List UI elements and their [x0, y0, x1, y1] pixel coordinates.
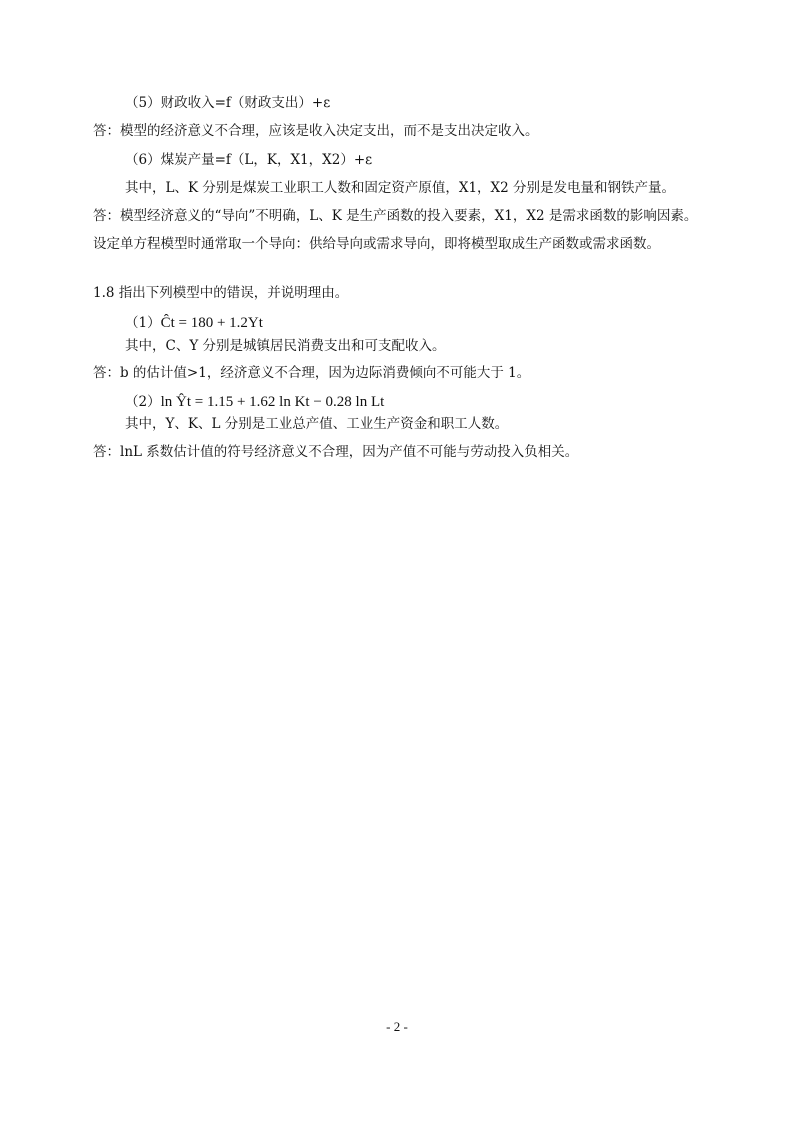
answer-model-2: 答：lnL 系数估计值的符号经济意义不合理，因为产值不可能与劳动投入负相关。 — [93, 444, 579, 460]
model-1-line — [125, 314, 263, 332]
model-2-explanation: 其中，Y、K、L 分别是工业总产值、工业生产资金和职工人数。 — [125, 416, 509, 432]
section-1-8-heading: 1.8 指出下列模型中的错误，并说明理由。 — [93, 285, 349, 301]
model-2-equation: ln Ŷt = 1.15 + 1.62 ln Kt − 0.28 ln Lt — [160, 394, 385, 410]
item-5-statement: （5）财政收入=f（财政支出）+ε — [125, 95, 331, 111]
answer-6-part2: 设定单方程模型时通常取一个导向：供给导向或需求导向，即将模型取成生产函数或需求函数。 — [93, 236, 660, 252]
answer-model-1: 答：b 的估计值>1，经济意义不合理，因为边际消费倾向不可能大于 1。 — [93, 365, 531, 381]
model-2-label: （2） — [125, 394, 161, 410]
model-1-explanation: 其中，C、Y 分别是城镇居民消费支出和可支配收入。 — [125, 338, 446, 354]
page-number: - 2 - — [386, 1019, 408, 1034]
item-6-statement: （6）煤炭产量=f（L，K，X1，X2）+ε — [125, 152, 373, 168]
model-2-line — [125, 393, 384, 411]
model-1-equation: Ĉt = 180 + 1.2Yt — [160, 315, 263, 331]
model-1-label: （1） — [125, 315, 161, 331]
item-6-explanation: 其中，L、K 分别是煤炭工业职工人数和固定资产原值，X1，X2 分别是发电量和钢铁产量。 — [125, 180, 676, 196]
answer-6-part1: 答：模型经济意义的“导向”不明确，L、K 是生产函数的投入要素，X1，X2 是需求函数的影响因素。 — [93, 208, 698, 224]
answer-5: 答：模型的经济意义不合理，应该是收入决定支出，而不是支出决定收入。 — [93, 123, 539, 139]
